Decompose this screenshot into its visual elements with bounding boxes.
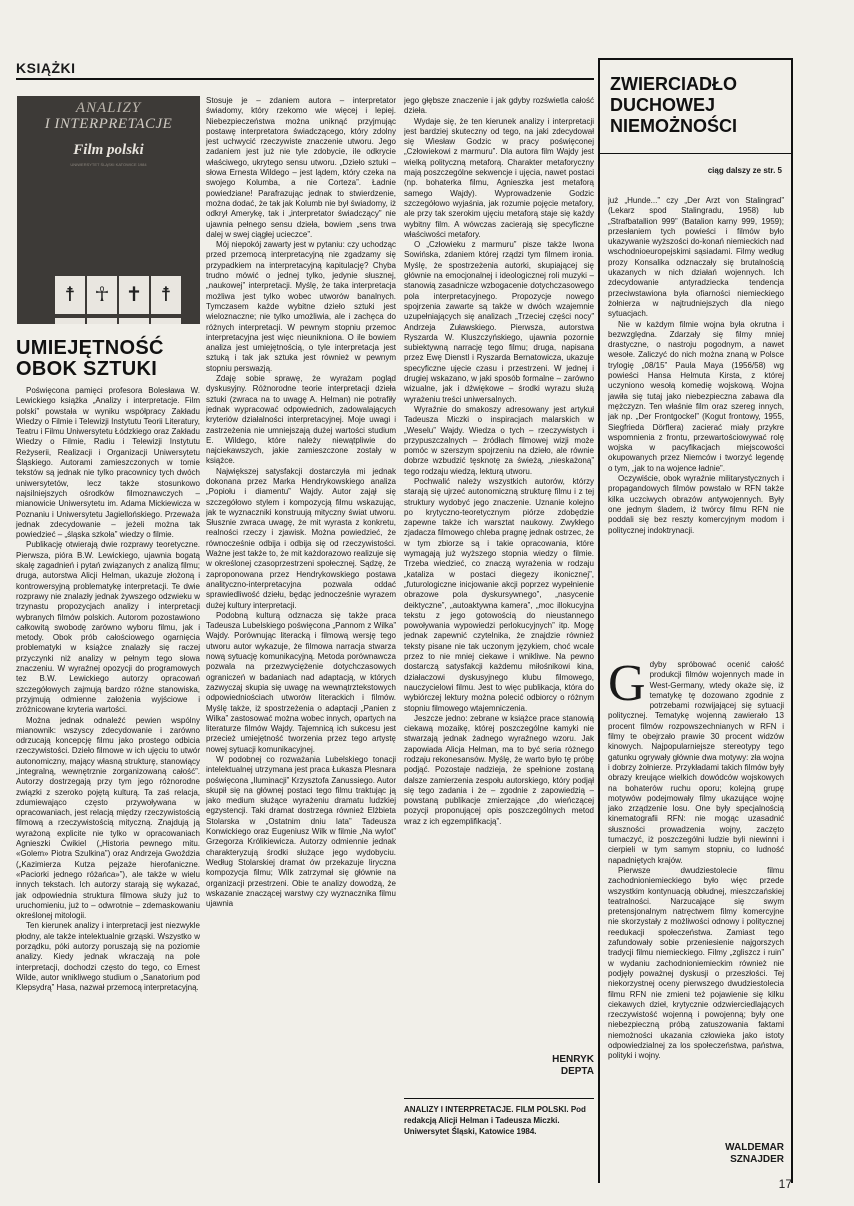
article-column-2 xyxy=(206,96,396,1182)
top-rule xyxy=(16,78,594,80)
paragraph: Mój niepokój zawarty jest w pytaniu: czy uchodząc przed przemocą interpretacyjną nie zgadzamy się przypadkiem na interpretacyjną kapitulację? Chyba trudno mówić o jednej tylko, jedynie słusznej, „naukowej” interpretacji. Myślę, że taka interpretacja możliwa jest tylko wobec utworów banalnych. Tymczasem każde wybitne dzieło sztuki jest wieloznaczne; nie tylko umożliwia, ale i zachęca do różnych interpretacji. W pewnym stopniu przemoc interpretacyjna jest więc nieunikniona. O ile bowiem analiza jest umiejętnością, o tyle interpretacja jest sztuką i tak jak sztuka jest również w pewnym stopniu perswazją. xyxy=(206,240,396,373)
article-headline xyxy=(16,338,164,380)
figure-icon: ☨ xyxy=(151,276,181,314)
paragraph: Zdaję sobie sprawę, że wyrażam pogląd dyskusyjny. Różnorodne teorie interpretacji dzieła sztuki (zwraca na to uwagę A. Helman) nie potrafiły jednak wypracować odpowiednich, zadowalających kryteriów działalności interpretacyjnej. Moje uwagi i zastrzeżenia nie umniejszają dużej wartości studium E. Wildego, które należy niewątpliwie do najciekawszych, jakie zamieszczone zostały w książce. xyxy=(206,374,396,466)
paragraph: Poświęcona pamięci profesora Bolesława W. Lewickiego książka „Analizy i interpretacje. Film polski” powstała w wyniku współpracy Zakładu Wiedzy o Filmie i Telewizji Instytutu Teorii Literatury, Teatru i Filmu Uniwersytetu Łódzkiego oraz Zakładu Wiedzy o Filmie, Radiu i Telewizji Instytutu Reżyserii, Realizacji i Organizacji Uniwersytetu Śląskiego. Autorami zamieszczonych w tomie tekstów są jednak nie tylko pracownicy tych dwóch uniwersytetów, lecz także stosunkowo najsilniejszych ośrodków filmoznawczych – mianowicie Uniwersytetu im. Adama Mickiewicza w Poznaniu i Uniwersytetu Jagiellońskiego. Przeważa jednak zdecydowanie – jeżeli można tak powiedzieć – „śląska szkoła” wiedzy o filmie. xyxy=(16,386,200,540)
sidebar-title-line: ZWIERCIADŁO xyxy=(610,74,737,94)
figure-icon xyxy=(87,318,117,324)
paragraph: Jeszcze jedno: zebrane w książce prace stanowią ciekawą mozaikę, której poszczególne kamyki nie stwarzają jednak żadnego wyraźnego wzoru. Jak zapowiada Alicja Helman, ma to być seria różnego rodzaju rekonesansów. Myślę, że warto było tę próbę podjąć. Pozostaje nadzieja, że spełnione zostaną dalsze zamierzenia zespołu autorskiego, który podjął się tego zadania i że – zgodnie z zapowiedzią – powstaną publikacje zmierzające „do wieńczącej pozycji proponującej opis poszczególnych metod wraz z ich egzemplifikacją”. xyxy=(404,713,594,826)
article-column-1 xyxy=(16,386,200,1181)
paragraph: jego głębsze znaczenie i jak gdyby rozświetla całość dzieła. xyxy=(404,96,594,116)
paragraph: już „Hunde...” czy „Der Arzt von Stalingrad” (Lekarz spod Stalingradu, 1958) lub „Strafbatallion 999” (Batalion karny 999, 1959); przesłaniem tych powieści i filmów było ukazywanie wyższości do-konań niemieckich nad wschodnioeuropejskimi sąsiadami. Filmy według prozy Konsalika odznaczały się brutalnością ukazanych w nich działań wojennych. Ich zdecydowanie antyradziecka tendencja przeciwstawiona była ofiarności niemieckiego żołnierza w najtrudniejszych dla niego sytuacjach. xyxy=(608,196,784,319)
headline-line1: UMIEJĘTNOŚĆ xyxy=(16,337,164,359)
cover-title-line2: I INTERPRETACJE xyxy=(44,116,173,132)
headline-line2: OBOK SZTUKI xyxy=(16,358,158,380)
author-first-name: WALDEMAR xyxy=(725,1142,784,1153)
sidebar-title-rule xyxy=(600,153,791,154)
author-last-name: DEPTA xyxy=(560,1066,594,1077)
paragraph: Oczywiście, obok wyraźnie militarystycznych i propagandowych filmów powstało w RFN także kilka uczciwych obrazów antywojennych. Były one jednym śladem, iż twórcy filmu RFN nie poddali się bez reszty komercyjnym modom i politycznej indoktrynacji. xyxy=(608,474,784,535)
figure-icon xyxy=(55,318,85,324)
paragraph: Nie w każdym filmie wojna była okrutna i bezwzględna. Zdarzały się filmy mniej drastyczne, o nastroju pogodnym, a nawet wesołe. Zaliczyć do nich można znaną w Polsce trylogię „08/15” Paula Maya (1956/58) wg powieści Hansa Helmuta Kirsta, z której uczyniono wesołą komedię wojskową. Wojna jawiła się tutaj jako niebezpieczna zabawa dla mężczyzn. Ten właśnie film oraz szereg innych, jak np. „Der Frontgockel” (Kogut frontowy, 1955, Siegfrieda Dörflera) zacierać miały przykre wspomnienia z frontu, przewartościowywać rolę wojska w pacyfikacjach miejscowości okupowanych przez Niemców i tworzyć legendę o tym, „jak to na wojence ładnie”. xyxy=(608,319,784,473)
sidebar-box-border xyxy=(598,58,792,60)
figure-icon: ✝ xyxy=(119,276,149,314)
article-column-3 xyxy=(404,96,594,1046)
sidebar-column-part1 xyxy=(608,196,784,648)
figure-icon xyxy=(151,318,181,324)
article-author xyxy=(404,1054,594,1078)
paragraph: Pochwalić należy wszystkich autorów, którzy starają się ujrzeć autonomiczną strukturę filmu i z tej struktury wydobyć jego znaczenie. Uznanie kolejno po krytyczno-teoretycznym piórze zdobędzie zapewne także ich warsztat naukowy. Zwykłego zjadacza filmowego chleba pragnę jednak ostrzec, że w tym zbiorze są i takie opracowania, które wymagają już wyższego stopnia wiedzy o filmie. Trzeba wiedzieć, co znaczą wyrażenia w rodzaju „kataliza w postaci diegezy ikonicznej”, „futurologiczne inicjowanie akcji poprzez wypełnienie obrazowe pola dyskursywnego”, „nasycenie deiktyczne”, „autoaktywna kamera”, „moc illokucyjna tekstu z jego gotowością do nieustannego powoływania wypowiedzi perlokucyjnych” itp. Mogę jednak zapewnić czytelnika, że znajdzie również teksty pisane nie tak uczonym językiem, choć wcale przez to nie mniej ciekawe i wnikliwe. Na pewno dostarczą satysfakcji każdemu miłośnikowi kina, działaczowi dyskusyjnego klubu filmowego, nauczycielowi filmu. Jest to więc publikacja, która do wybiórczej lektury można polecić odbiorcy o różnym stopniu filmowego wtajemniczenia. xyxy=(404,476,594,713)
sidebar-headline xyxy=(610,74,737,137)
paragraph: W podobnej co rozważania Lubelskiego tonacji intelektualnej utrzymana jest praca Łukasza Plesnara poświęcona „Iluminacji” Krzysztofa Zanussiego. Autor skupił się na głównej postaci tego filmu traktując ją jako medium służące wyrażeniu dramatu ludzkiej egzystencji. Taki dramat dostrzega również Elżbieta Stolarska w „Ostatnim dniu lata” Tadeusza Konwickiego oraz Eugeniusz Wilk w filmie „Na wylot” Grzegorza Królikiewicza. Autorzy odmiennie jednak charakteryzują środki służące jego wydobyciu. Według Stolarskiej dramat ów przekazuje liryczna kompozycja filmu; Wilk zatrzymał się głównie na organizacji przestrzeni. Obie te analizy dowodzą, że wskazanie znaczącej warstwy czy wyznacznika filmu ujawnia xyxy=(206,755,396,909)
author-first-name: HENRYK xyxy=(552,1054,594,1065)
paragraph: Publikację otwierają dwie rozprawy teoretyczne. Pierwsza, pióra B.W. Lewickiego, ujawnia bogatą skalę zagadnień i pytań związanych z analizą filmu; druga, autorstwa Alicji Helman, ukazuje złożoną i kontrowersyjną problematykę interpretacji. Te dwie rozprawy nie znalazły jednak żywszego odzwieku w trzynastu propozycjach analizy i interpretacji wybranych filmów polskich. Autorom pozostawiono całkowitą swobodę zarówno wyboru filmu, jak i metody. Obok prób całościowego ogarnięcia problematyki w książce znalazły się raczej przyczynki niż analizy w pełnym tego słowa znaczeniu. W wyraźnej opozycji do programowych tez B.W. Lewickiego autorzy opracowań szczegółowych zajmują bardzo różne stanowiska, przyjmują odmienne założenia wyjściowe i zróżnicowane kryteria wartości. xyxy=(16,540,200,715)
paragraph: O „Człowieku z marmuru” pisze także Iwona Sowińska, zdaniem której rządzi tym filmem ironia. Myślę, że spostrzeżenia autorki, skupiającej się głównie na emocjonalnej i ideologicznej roli muzyki – stanowią zasadnicze wzbogacenie dotychczasowego pola interpretacyjnego. Propozycje nowego spojrzenia zawarte są także w dwóch wzajemnie uzupełniających się analizach „Trzeciej części nocy” Andrzeja Żuławskiego. Pierwsza, autorstwa Ryszarda W. Kluszczyńskiego, ujawnia pozornie subiektywną narrację tego filmu; druga, napisana przez Ewę Dienstl i Ryszarda Bernatowicza, ukazuje specyficzne ujęcie czasu i przestrzeni. W jednej i drugiej wskazano, w jaki sposób formalne – zarówno wizualne, jak i dźwiękowe – środki wyrazu służą wyrażeniu treści uniwersalnych. xyxy=(404,240,594,404)
bibliographic-note: ANALIZY I INTERPRETACJE. FILM POLSKI. Pod redakcją Alicji Helman i Tadeusza Miczki. Uniwersytet Śląski, Katowice 1984. xyxy=(404,1105,586,1136)
biblio-rule xyxy=(404,1098,594,1099)
page-number: 17 xyxy=(778,1177,792,1191)
cover-title-line3: Film polski xyxy=(73,142,144,158)
sidebar-left-border xyxy=(598,58,600,1183)
sidebar-title-line: DUCHOWEJ xyxy=(610,95,716,115)
cover-title-line1: ANALIZY xyxy=(75,100,142,116)
cover-small-print: UNIWERSYTET ŚLĄSKI KATOWICE 1984 xyxy=(70,162,147,167)
paragraph: Stosuje je – zdaniem autora – interpretator świadomy, który rzekomo wie więcej i lepiej. Niebezpieczeństwa można uniknąć przyjmując postawę interpretatora świadczącego, który zdolny jest uchwycić rzeczywiste znaczenie utworu. Jego zadaniem jest już nie tyle zdobycie, ile odkrycie właściwego, ukrytego sensu utworu. „Dzieło sztuki – słowa Ernesta Wildego – jest lądem, który czeka na swojego Kolumba, a nie Corteza”. Ładnie powiedziane! Parafrazując jednak to stwierdzenie, można dodać, że tak jak Kolumb nie był świadomy, iż odkrył Amerykę, tak i „interpretator świadczący” nie ujawnia pełnego sensu dzieła, bowiem „sens trwa dalej w swej ciągłej ucieczce”. xyxy=(206,96,396,239)
paragraph: Wyraźnie do smakoszy adresowany jest artykuł Tadeusza Miczki o inspiracjach malarskich w „Weselu” Wajdy. Wiedza o tych – rzeczywistych i przypuszczalnych – źródłach filmowej wizji może pomóc w szerszym spojrzeniu na dzieło, ale równie dobrze wzbudzić tęsknotę za świeżą, „nieskażoną” tego rodzaju wiedzą, lekturą utworu. xyxy=(404,404,594,476)
paragraph: Największej satysfakcji dostarczyła mi jednak dokonana przez Marka Hendrykowskiego analiza „Popiołu i diamentu” Wajdy. Autor zajął się szczegółowo stylem i kompozycją filmu wskazując, jak te wyznaczniki konstruują mityczny świat utworu. Słusznie zwraca uwagę, że mit wyrasta z konkretu, realności rzeczy i zjawisk. Można powiedzieć, że równocześnie odbija i odbija się od rzeczywistości. Ważne jest także to, że mit każdorazowo realizuje się w określonej czasoprzestrzeni społecznej. Sądzę, że zaproponowana przez Hendrykowskiego postawa analityczno-interpretacyjna pozwala oddać sprawiedliwość dziełu, będąc jednocześnie wyrazem dużej kultury interpretacji. xyxy=(206,466,396,610)
sidebar-author xyxy=(608,1142,784,1166)
sidebar-title-line: NIEMOŻNOŚCI xyxy=(610,116,738,136)
paragraph: Ten kierunek analizy i interpretacji jest niezwykle płodny, ale także intelektualnie grząski. Wszystko w porządku, póki autorzy poruszają się na poziomie analizy. Kiedy jednak wkraczają na pole interpretacji, dochodzi często do tego, co Ernest Wilde, autor wnikliwego studium o „Sanatorium pod Klepsydrą” Hasa, nazwał przemocą interpretacyjną. xyxy=(16,921,200,993)
author-last-name: SZNAJDER xyxy=(730,1154,784,1165)
figure-icon: ☥ xyxy=(87,276,117,314)
continued-note: ciąg dalszy ze str. 5 xyxy=(707,166,782,175)
section-title: KSIĄŻKI xyxy=(16,60,76,76)
figure-icon: ☨ xyxy=(55,276,85,314)
book-cover-image xyxy=(17,96,200,324)
paragraph: dyby spróbować ocenić całość produkcji filmów wojennych made in West-Germany, wtedy okaże się, iż tematykę tę dozowano zgodnie z potrzebami rozwijającej się sytuacji politycznej. Tematykę wojenną zawierało 13 procent filmów rozpowszechnianych w RFN i filmy te obejrzało prawie 30 procent widzów kinowych. Najpopularniejsze stereotypy tego gatunku ogrywały głównie dwa motywy: zła wojna i dobrzy żołnierze. Przykładami takich filmów były obrazy kreujące wielkich dowódców wojskowych na bohaterów ruchu oporu; kolejną grupę motywów podejmowały filmy ukazujące wojnę jako zrządzenie losu. One były specjalnością kinematografii RFN: nie mogąc uzasadnić słuszności prowadzenia wojny, zaczęto tumaczyć, iż poszczególni ludzie byli niewinni i cierpieli w tym samym stopniu, co ludność napadniętych krajów. xyxy=(608,660,784,865)
drop-cap: G xyxy=(608,660,646,712)
paragraph: Podobną kulturą odznacza się także praca Tadeusza Lubelskiego poświęcona „Pannom z Wilka” Wajdy. Porównując literacką i filmową wersję tego utworu autor wykazuje, że filmowa narracja stwarza nową sytuację komunikacyjną. Metoda porównawcza pozwala na przezwyciężenie dotychczasowych ograniczeń w badaniach nad adaptacją, w których zazwyczaj skupia się uwagę na wewnątrztekstowych odpowiedniościach utworów literackich i filmów. Myślę także, iż spostrzeżenia o adaptacji „Panien z Wilka” zastosować można wobec innych, opartych na literaturze filmów Wajdy. Tajemnicą ich sukcesu jest przecież umiejętność tworzenia przez tego artystę nowej sytuacji komunikacyjnej. xyxy=(206,610,396,754)
paragraph: Pierwsze dwudziestolecie filmu zachodnioniemieckiego było więc przede wszystkim kontynuacją obłudnej, mieszczańskiej teatralności. Narzucające się swym pretensjonalnym natręctwem filmy komercyjne nie skorzystały z możliwości odnowy i politycznej reedukacji społeczeństwa. Zamiast tego zafundowały sobie przeniesienie najgorszych tradycji filmu niemieckiego. Filmy „zgliszcz i ruin” w wydaniu zachodnioniemieckim również nie podjęły poważnej dyskusji o przeszłości. Tej niekorzystnej oceny pierwszego dwudziestolecia filmu RFN nie zmieni też pojawienie się kilku ciekawych dzieł, krytycznie odzwierciedlających rzeczywistość wojenną i powojenną; były one niebezpieczną próbą zatuszowania faktami niemożności ukazania człowieka jako istoty odpowiedzialnej za los społeczeństwa, państwa, polityki i wojny. xyxy=(608,865,784,1061)
sidebar-right-border xyxy=(791,58,793,1183)
paragraph: Można jednak odnaleźć pewien wspólny mianownik: wszyscy zdecydowanie i zarówno odrzucają koncepcję filmu jako prostego odbicia rzeczywistości. Dzieło filmowe w ich ujęciu to utwór autonomiczny, mający własną strukturę, stanowiący „integralną, wewnętrznie zorganizowaną całość”. Autorzy dostrzegają przy tym jego różnorodne związki z szeroko pojętą kulturą. Ta zaś relacja, zdumiewająco często przywoływana w opracowaniach, jest relacją między rzeczywistością filmową a rzeczywistością mityczną. Znajdują ją wyrażoną explicite nie tylko w opracowaniach Agnieszki Ćwikiel („Historia pewnego mitu. «Golem» Piotra Szulkina”) oraz Andrzeja Gwoździa („Kazimierza Kutza pejzaże hierofaniczne. «Paciorki jednego różańca»”), ale także w wielu innych tekstach. Ich autorzy starają się wykazać, jak odpowiednia struktura filmowa służy już to uruchomieniu, już to – odwrotnie – zdemaskowaniu określonej mitologii. xyxy=(16,715,200,921)
figure-icon xyxy=(119,318,149,324)
sidebar-column-part2 xyxy=(608,660,784,1135)
paragraph: Wydaje się, że ten kierunek analizy i interpretacji jest bardziej skuteczny od tego, na jaki zdecydował się Wiesław Godzic w pracy poświęconej „Człowiekowi z marmuru”. Dla autora film Wajdy jest wielką polityczną metaforą. Charakter metaforyczny mają poszczególne sekwencje i ujęcia, nawet postaci (np. bohaterka filmu, Agnieszka jest metaforą samego Wajdy). Wyprowadzenie Godzic szczegółowo wyjaśnia, jak rozumie pojęcie metafory, ale przy tak szerokim ujęciu metaforą staje się każdy wybitny film. A wówczas zacierają się specyficzne właściwości metafory. xyxy=(404,116,594,239)
